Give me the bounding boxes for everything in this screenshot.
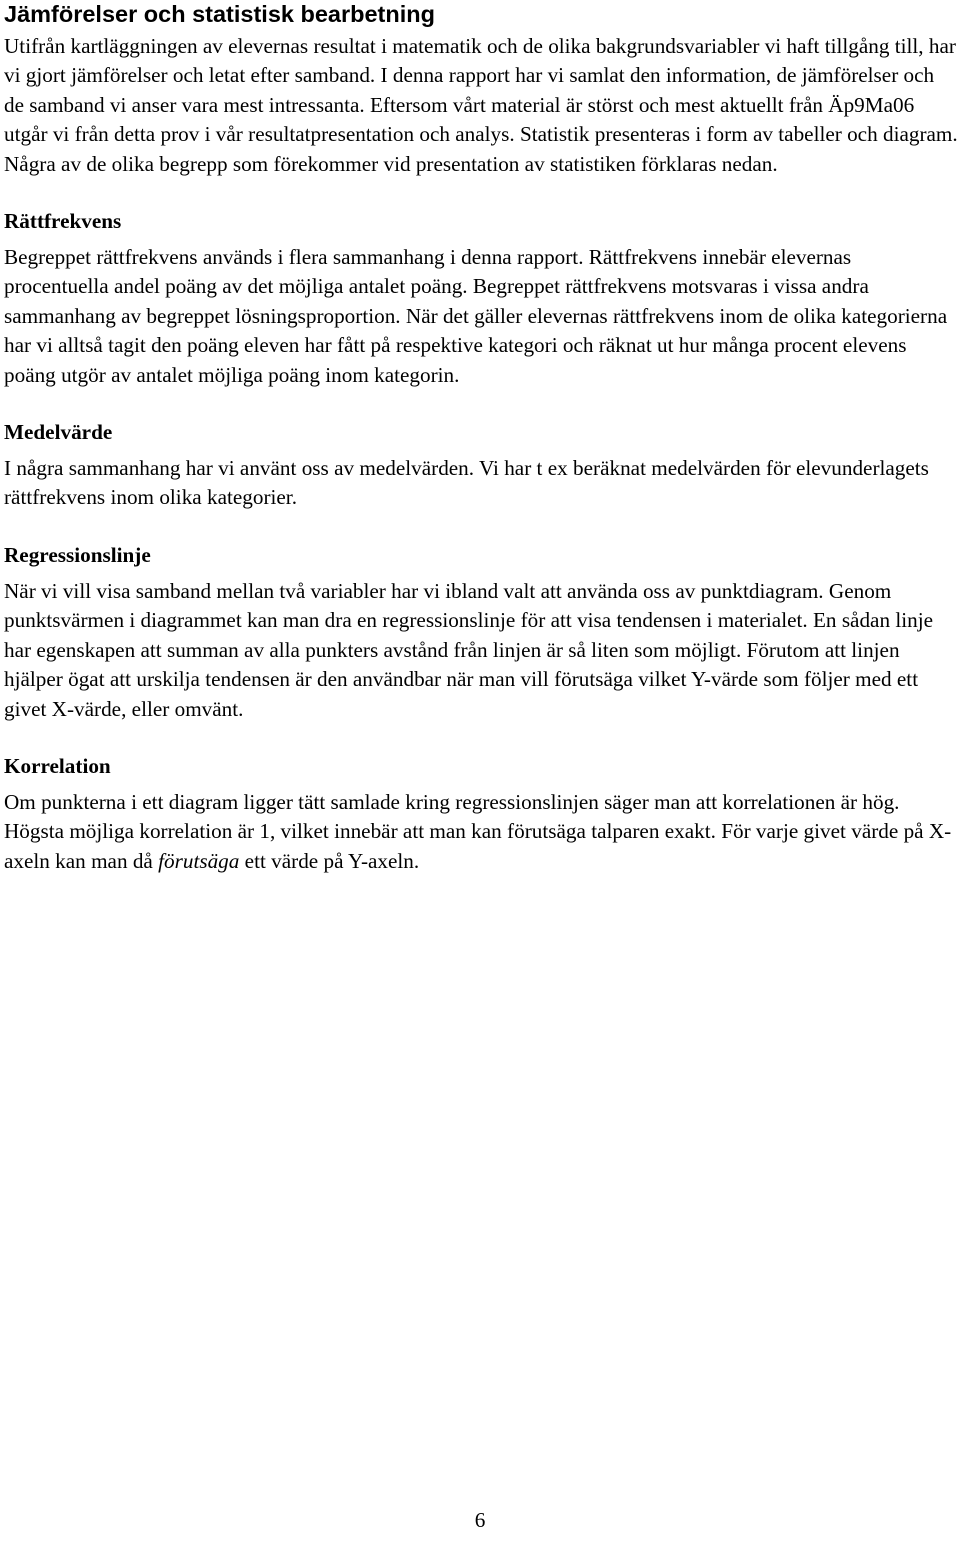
section-regressionslinje	[4, 541, 958, 724]
page-title: Jämförelser och statistisk bearbetning	[4, 1, 435, 27]
korrelation-emphasis: förutsäga	[158, 848, 240, 873]
section-medelvarde	[4, 418, 958, 513]
section-heading-medelvarde: Medelvärde	[4, 420, 113, 445]
korrelation-text-start: Om punkterna i ett diagram ligger tätt samlade kring regressionslinjen säger man att korrelationen är hög. Högsta möjliga korrelation är 1, vilket innebär att man kan förutsäga talparen exakt. För varje givet värde på X- axeln kan man då	[4, 789, 952, 873]
document-page	[4, 0, 958, 876]
section-rattfrekvens	[4, 207, 958, 390]
section-body-rattfrekvens: Begreppet rättfrekvens används i flera sammanhang i denna rapport. Rättfrekvens innebär elevernas procentuella andel poäng av det möjliga antalet poäng. Begreppet rättfrekvens motsvaras i vissa andra sammanhang av begreppet lösningsproportion. När det gäller elevernas rättfrekvens inom de olika kategorierna har vi alltså tagit den poäng eleven har fått på respektive kategori och räknat ut hur många procent elevens poäng utgör av antalet möjliga poäng inom kategorin.	[4, 245, 948, 387]
page-number: 6	[474, 1508, 486, 1532]
section-korrelation	[4, 752, 958, 876]
section-body-regressionslinje: När vi vill visa samband mellan två variabler har vi ibland valt att använda oss av punktdiagram. Genom punktsvärmen i diagrammet kan man dra en regressionslinje för att visa tendensen i materialet. En sådan linje har egenskapen att summan av alla punkters avstånd från linjen är så liten som möjligt. Förutom att linjen hjälper ögat att urskilja tendensen är den användbar när man vill förutsäga vilket Y-värde som följer med ett givet X-värde, eller omvänt.	[4, 578, 934, 721]
section-heading-korrelation: Korrelation	[4, 753, 111, 778]
korrelation-text-end: ett värde på Y-axeln.	[239, 848, 420, 873]
section-heading-rattfrekvens: Rättfrekvens	[4, 209, 122, 234]
section-body-korrelation	[4, 788, 958, 876]
section-heading-regressionslinje: Regressionslinje	[4, 542, 151, 567]
intro-paragraph: Utifrån kartläggningen av elevernas resultat i matematik och de olika bakgrundsvariabler vi haft tillgång till, har vi gjort jämförelser och letat efter samband. I denna rapport har vi samlat den information, de jämförelser och de samband vi anser vara mest intressanta. Eftersom vårt material är störst och mest aktuellt från Äp9Ma06 utgår vi från detta prov i vår resultatpresentation och analys. Statistik presenteras i form av tabeller och diagram. Några av de olika begrepp som förekommer vid presentation av statistiken förklaras nedan.	[4, 34, 958, 176]
section-body-medelvarde: I några sammanhang har vi använt oss av medelvärden. Vi har t ex beräknat medelvärden för elevunderlagets rättfrekvens inom olika kategorier.	[4, 456, 929, 510]
